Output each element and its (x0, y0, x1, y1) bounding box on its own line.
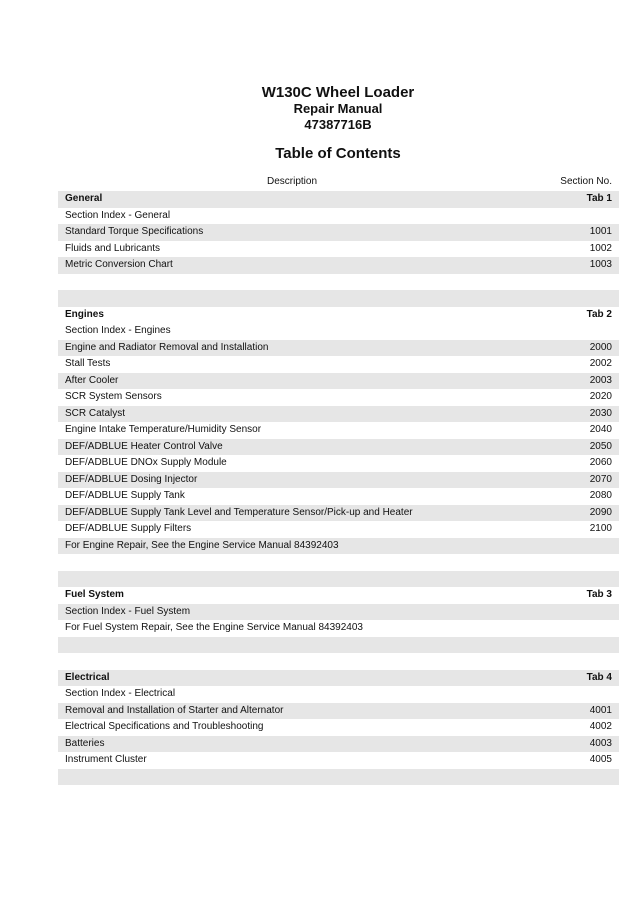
section-number-column-header: Section No. (560, 176, 612, 187)
spacer-row (58, 769, 619, 786)
tab-number: Tab 3 (586, 589, 612, 600)
section-heading-row (58, 191, 619, 208)
toc-entry-label: Section Index - Engines (65, 325, 171, 336)
section-number: 1003 (589, 259, 612, 270)
toc-row (58, 505, 619, 522)
toc-row (58, 439, 619, 456)
toc-row (58, 472, 619, 489)
section-number: 1002 (589, 242, 612, 254)
section-number: 2100 (589, 523, 612, 534)
toc-row (58, 488, 619, 505)
section-number: 2050 (589, 440, 612, 452)
toc-entry-label: Engine Intake Temperature/Humidity Sensor (65, 424, 262, 435)
spacer-row (58, 571, 619, 588)
document-subtitle: Repair Manual (293, 101, 383, 116)
toc-row (58, 703, 619, 720)
toc-entry-label: DEF/ADBLUE Supply Tank (65, 490, 185, 501)
toc-row (58, 455, 619, 472)
toc-entry-label: Fluids and Lubricants (65, 242, 161, 254)
toc-entry-label: Section Index - Electrical (65, 688, 176, 699)
toc-row (58, 736, 619, 753)
column-headers (58, 176, 619, 190)
section-number: 2080 (589, 490, 612, 501)
part-number: 47387716B (304, 117, 372, 132)
section-heading-row (58, 670, 619, 687)
toc-entry-label: SCR System Sensors (65, 391, 162, 402)
document-title: W130C Wheel Loader (261, 84, 415, 101)
section-number: 2000 (589, 341, 612, 353)
section-heading-label: Engines (65, 308, 104, 320)
toc-row (58, 208, 619, 225)
toc-row (58, 356, 619, 373)
document-header (0, 84, 640, 162)
section-number: 4001 (589, 704, 612, 716)
toc-row (58, 389, 619, 406)
toc-entry-label: Stall Tests (65, 358, 111, 369)
section-number: 2003 (589, 374, 612, 386)
toc-row (58, 224, 619, 241)
description-column-header: Description (267, 176, 318, 187)
toc-row (58, 422, 619, 439)
section-number: 4002 (589, 721, 612, 732)
section-number: 2002 (589, 358, 612, 369)
toc-entry-label: DEF/ADBLUE Dosing Injector (65, 473, 198, 485)
section-number: 2030 (589, 407, 612, 419)
section-number: 2060 (589, 457, 612, 468)
toc-row (58, 686, 619, 703)
toc-entry-label: Batteries (65, 737, 105, 749)
section-heading-row (58, 587, 619, 604)
tab-number: Tab 2 (586, 308, 612, 320)
section-heading-label: Fuel System (65, 589, 124, 600)
toc-entry-label: Section Index - Fuel System (65, 605, 191, 617)
toc-entry-label: Standard Torque Specifications (65, 226, 204, 237)
section-heading-label: Electrical (65, 671, 110, 683)
toc-entry-label: Section Index - General (65, 209, 171, 221)
section-number: 2070 (589, 473, 612, 485)
toc-entry-label: Engine and Radiator Removal and Installation (65, 341, 269, 353)
toc-row (58, 257, 619, 274)
toc-row (58, 373, 619, 390)
toc-entry-label: SCR Catalyst (65, 407, 126, 419)
toc-entry-label: Removal and Installation of Starter and Alternator (65, 704, 284, 716)
section-number: 4003 (589, 737, 612, 749)
toc-entry-label: DEF/ADBLUE Supply Tank Level and Temperature Sensor/Pick-up and Heater (65, 506, 413, 518)
toc-entry-label: Electrical Specifications and Troubleshooting (65, 721, 264, 732)
section-number: 2090 (589, 506, 612, 518)
spacer-row (58, 290, 619, 307)
toc-row (58, 604, 619, 621)
toc-entry-label: For Fuel System Repair, See the Engine Service Manual 84392403 (65, 622, 363, 633)
toc-entry-label: For Engine Repair, See the Engine Service Manual 84392403 (65, 539, 339, 551)
toc-title: Table of Contents (275, 145, 401, 162)
toc-entry-label: After Cooler (65, 374, 119, 386)
section-number: 1001 (589, 226, 612, 237)
section-number: 2020 (589, 391, 612, 402)
toc-row (58, 752, 619, 769)
spacer-row (58, 554, 619, 571)
toc-row (58, 719, 619, 736)
toc-entry-label: DEF/ADBLUE Supply Filters (65, 523, 192, 534)
spacer-row (58, 274, 619, 291)
toc-row (58, 406, 619, 423)
section-number: 2040 (589, 424, 612, 435)
spacer-row (58, 653, 619, 670)
toc-row (58, 340, 619, 357)
toc-row (58, 323, 619, 340)
table-of-contents (58, 191, 619, 785)
toc-row (58, 241, 619, 258)
section-heading-row (58, 307, 619, 324)
toc-entry-label: Instrument Cluster (65, 754, 147, 765)
toc-entry-label: Metric Conversion Chart (65, 259, 173, 270)
tab-number: Tab 1 (586, 193, 612, 204)
toc-entry-label: DEF/ADBLUE Heater Control Valve (65, 440, 223, 452)
section-heading-label: General (65, 193, 103, 204)
spacer-row (58, 637, 619, 654)
toc-row (58, 521, 619, 538)
toc-row (58, 620, 619, 637)
tab-number: Tab 4 (586, 671, 612, 683)
toc-entry-label: DEF/ADBLUE DNOx Supply Module (65, 457, 227, 468)
section-number: 4005 (589, 754, 612, 765)
toc-row (58, 538, 619, 555)
